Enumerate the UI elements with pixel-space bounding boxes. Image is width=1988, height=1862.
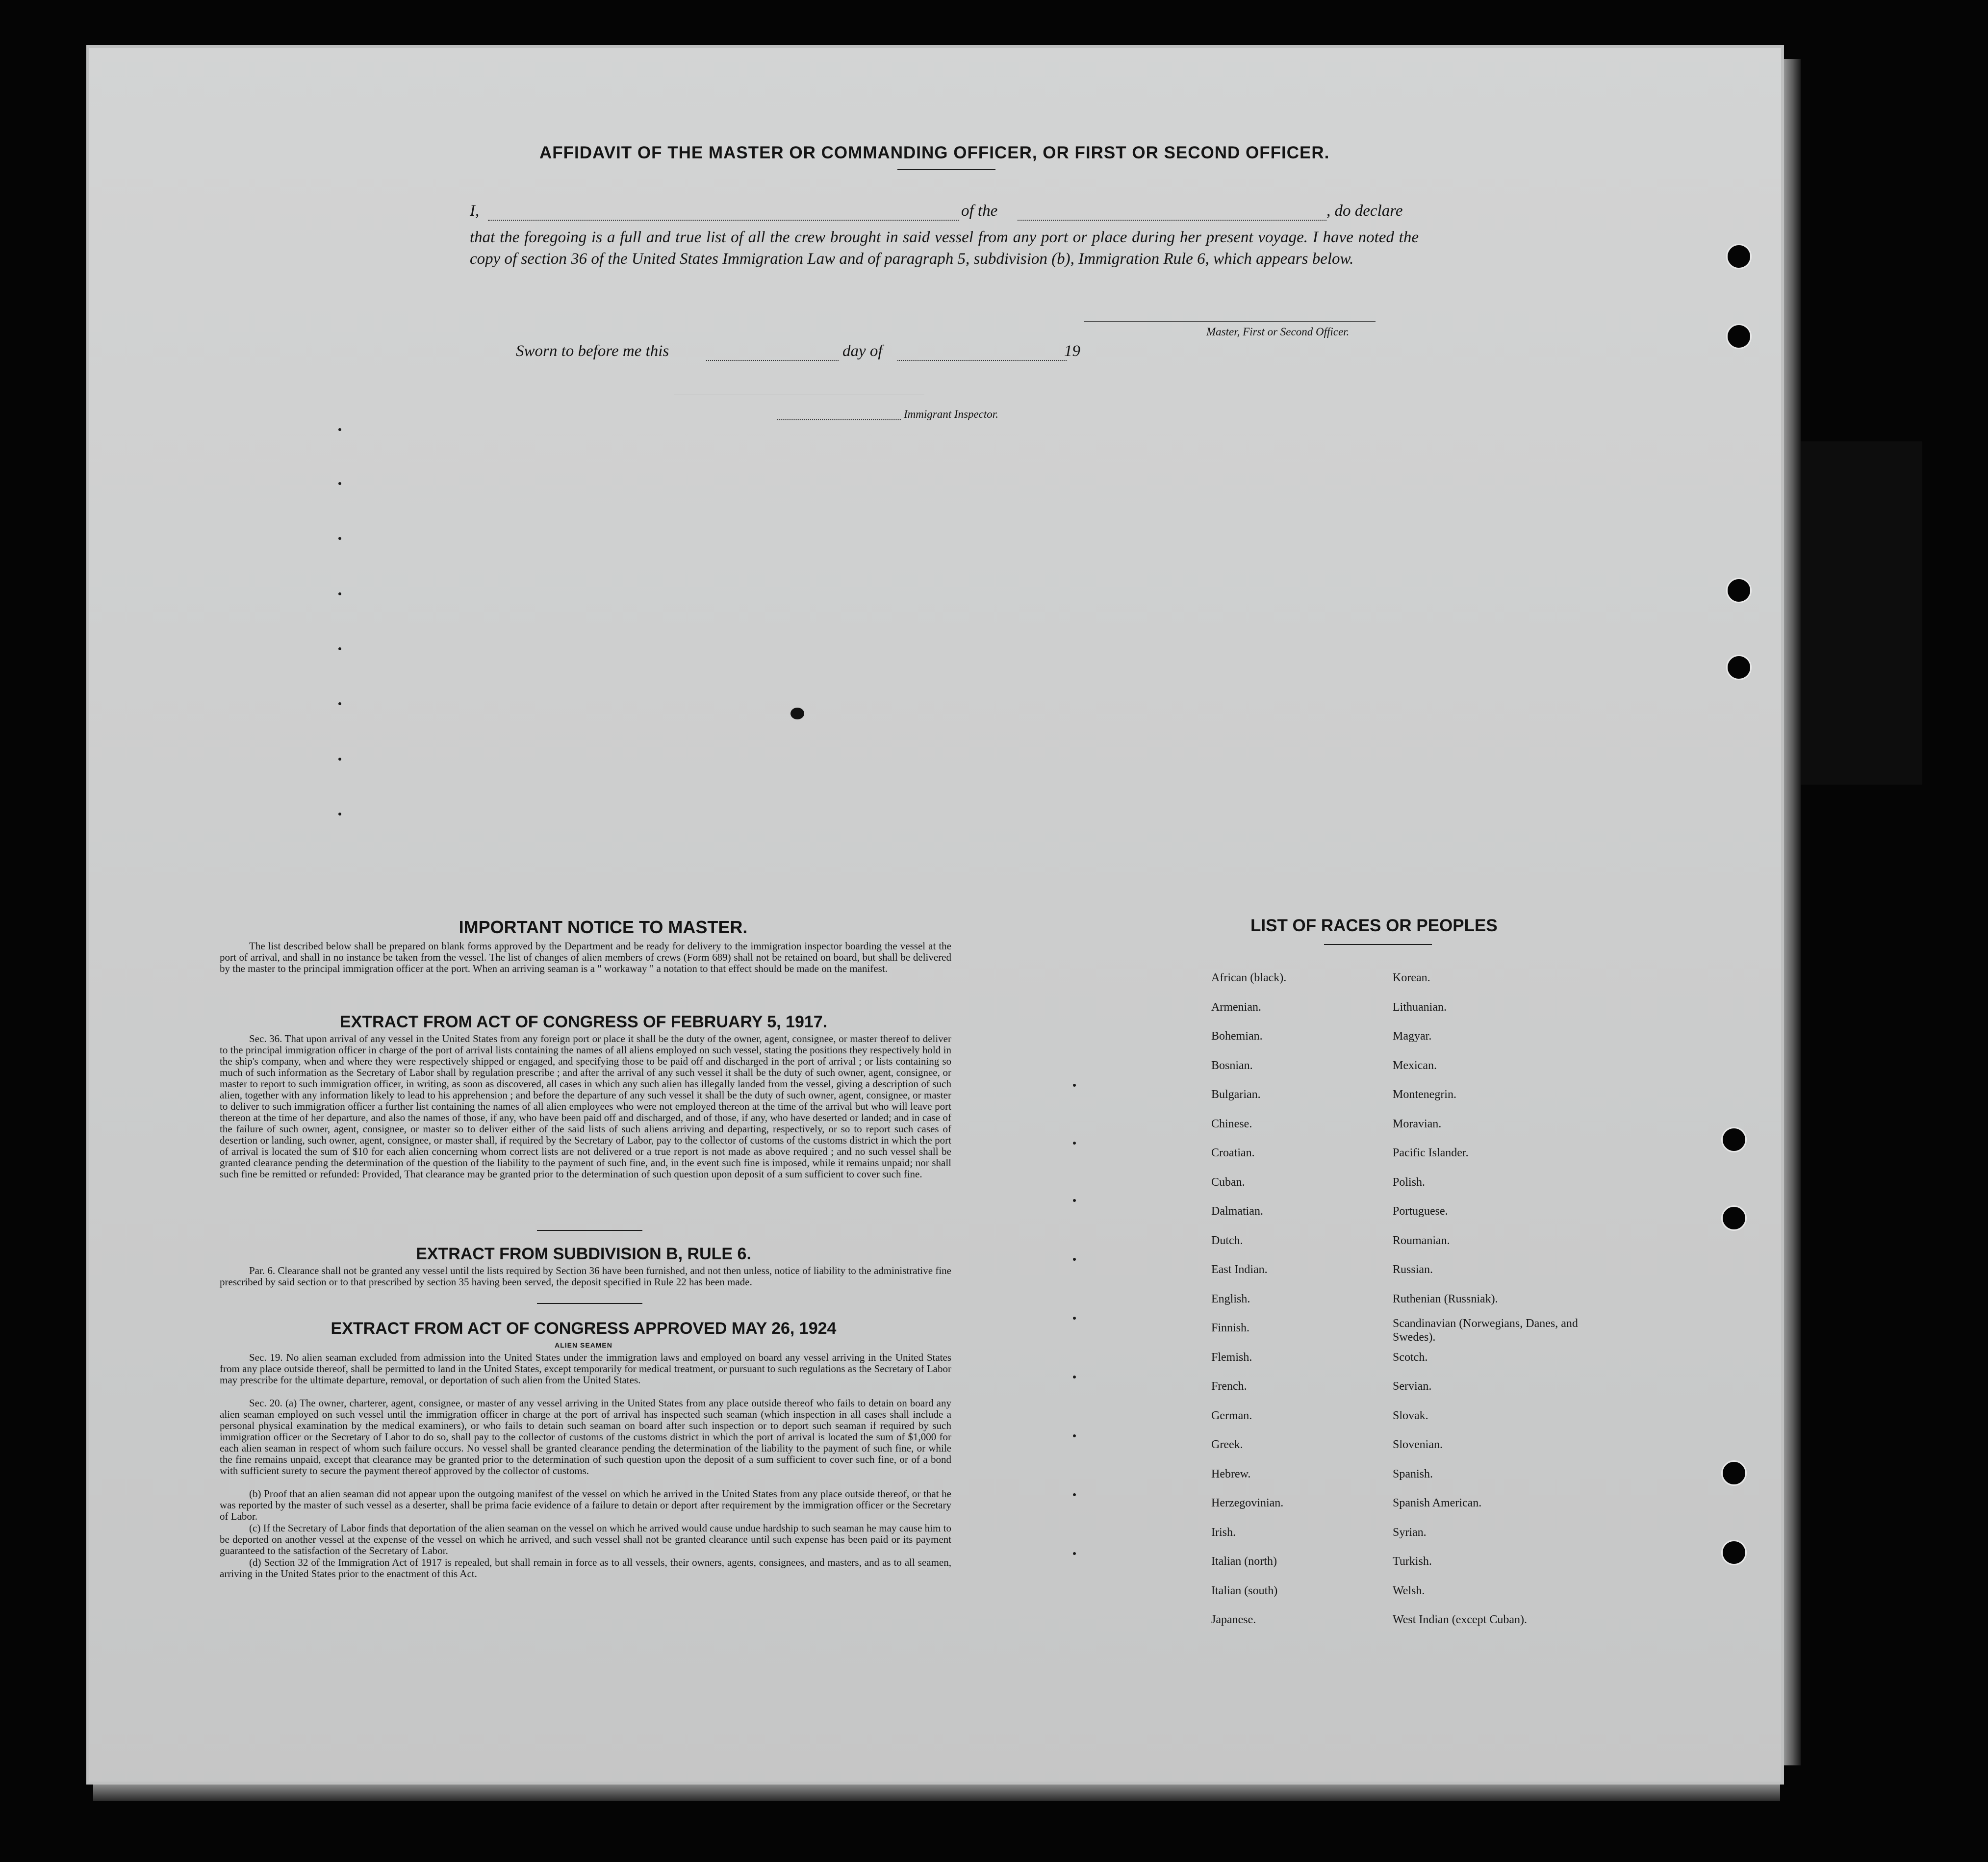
section-divider bbox=[537, 1230, 642, 1231]
race-item: English. bbox=[1211, 1292, 1250, 1305]
sworn-day-line bbox=[706, 360, 839, 361]
race-item: Syrian. bbox=[1393, 1526, 1427, 1539]
races-left-column bbox=[1211, 964, 1373, 1635]
race-item: Roumanian. bbox=[1393, 1234, 1450, 1247]
races-title: LIST OF RACES OR PEOPLES bbox=[1250, 916, 1498, 935]
extract-rule6-title: EXTRACT FROM SUBDIVISION B, RULE 6. bbox=[416, 1245, 751, 1263]
race-item: German. bbox=[1211, 1409, 1252, 1422]
extract-1924-sec20c: (c) If the Secretary of Labor finds that deportation of the alien seaman on the vessel on which he arrived would cause undue hardship to such seaman he may cause him to be deported on another vessel at the expense of the vessel on which he arrived, and such vessel shall not be granted clearance until such expense has been paid or its payment guaranteed to the satisfaction of the Secretary of Labor. bbox=[220, 1522, 951, 1556]
bleed-dot bbox=[338, 647, 341, 650]
extract-1924-subtitle: ALIEN SEAMEN bbox=[555, 1341, 612, 1349]
race-item: Scotch. bbox=[1393, 1351, 1428, 1364]
race-item: Croatian. bbox=[1211, 1147, 1255, 1159]
page-edge-right bbox=[1781, 59, 1801, 1765]
race-item: Italian (south) bbox=[1211, 1584, 1278, 1597]
sworn-label: Sworn to before me this bbox=[516, 342, 669, 360]
bleed-dot bbox=[1073, 1258, 1076, 1261]
vessel-fill-line bbox=[1018, 220, 1326, 221]
punch-hole bbox=[1726, 578, 1752, 603]
affidavit-i-label: I, bbox=[470, 202, 480, 220]
race-item: Portuguese. bbox=[1393, 1205, 1448, 1218]
affidavit-body: that the foregoing is a full and true list of all the crew brought in said vessel from any port or place during her present voyage. I have noted the copy of section 36 of the United States Immigration Law and of paragraph 5, subdivision (b), Immigration Rule 6, which appears below. bbox=[470, 229, 1419, 268]
signature-caption: Master, First or Second Officer. bbox=[1206, 326, 1350, 338]
section-divider bbox=[537, 1303, 642, 1304]
race-item: Japanese. bbox=[1211, 1613, 1256, 1626]
race-item: Bohemian. bbox=[1211, 1030, 1263, 1043]
extract-1917-body: Sec. 36. That upon arrival of any vessel in the United States from any foreign port or place it shall be the duty of the owner, agent, consignee, or master thereof to deliver to the principal immigration officer in charge of the port of arrival lists containing the names of all aliens employed on such vessel, stating the positions they respectively hold in the ship's company, when and where they were respectively shipped or engaged, and specifying those to be paid off and discharged in the port of arrival ; or lists containing so much of such information as the Secretary of Labor shall by regulation prescribe ; and after the arrival of any such vessel it shall be the duty of such owner, agent, consignee, or master to report to such immigration officer, in writing, as soon as discovered, all cases in which any such alien has illegally landed from the vessel, giving a description of such alien, together with any information likely to lead to his apprehension ; and before the departure of any such vessel it shall be the duty of such owner, agent, consignee, or master to deliver to such immigration officer a further list containing the names of all alien employees who were not employed thereon at the time of the arrival but who will leave port thereon at the time of her departure, and also the names of those, if any, who have been paid off and discharged, and of those, if any, who have deserted or landed; and in case of the failure of such owner, agent, consignee, or master so to deliver either of the said lists of such aliens arriving and departing, respectively, or so to report such cases of desertion or landing, such owner, agent, consignee, or master shall, if required by the Secretary of Labor, pay to the collector of customs of the customs district in which the port of arrival is located the sum of $10 for each alien concerning whom correct lists are not delivered or a true report is not made as above required ; and no such vessel shall be granted clearance pending the determination of the question of the liability to the payment of such fine, and, in the event such fine is imposed, while it remains unpaid; nor shall such fine be remitted or refunded: Provided, That clearance may be granted prior to the determination of such question upon deposit of a sum sufficient to cover such fine. bbox=[220, 1033, 951, 1180]
notice-title: IMPORTANT NOTICE TO MASTER. bbox=[459, 917, 748, 937]
race-item: Dalmatian. bbox=[1211, 1205, 1263, 1218]
race-item: Montenegrin. bbox=[1393, 1088, 1456, 1101]
race-item: East Indian. bbox=[1211, 1263, 1268, 1276]
race-item: Korean. bbox=[1393, 971, 1430, 984]
race-item: Armenian. bbox=[1211, 1000, 1261, 1014]
race-item: Magyar. bbox=[1393, 1030, 1432, 1043]
race-item: Slovenian. bbox=[1393, 1438, 1443, 1451]
race-item: Mexican. bbox=[1393, 1059, 1437, 1072]
extract-rule6-body: Par. 6. Clearance shall not be granted any vessel until the lists required by Section 36 have been furnished, and not then unless, notice of liability to the administrative fine prescribed by said section or to that prescribed by section 35 having been served, the deposit specified in Rule 22 has been made. bbox=[220, 1265, 951, 1288]
race-item: Scandinavian (Norwegians, Danes, and Swedes). bbox=[1393, 1317, 1578, 1344]
inspector-caption: Immigrant Inspector. bbox=[904, 408, 998, 420]
race-item: Pacific Islander. bbox=[1393, 1147, 1469, 1159]
race-item: Finnish. bbox=[1211, 1322, 1250, 1334]
race-item: Hebrew. bbox=[1211, 1467, 1251, 1480]
bleed-dot bbox=[1073, 1434, 1076, 1437]
bleed-dot bbox=[1073, 1552, 1076, 1555]
race-item: Lithuanian. bbox=[1393, 1000, 1447, 1014]
day-of-label: day of bbox=[842, 342, 883, 360]
bleed-dot bbox=[1073, 1317, 1076, 1320]
race-item: Italian (north) bbox=[1211, 1555, 1277, 1568]
extract-1924-sec20d: (d) Section 32 of the Immigration Act of 1917 is repealed, but shall remain in force as to all vessels, their owners, agents, consignees, and masters, and as to all seamen, arriving in the United States prior to the enactment of this Act. bbox=[220, 1556, 951, 1580]
race-item: Herzegovinian. bbox=[1211, 1497, 1284, 1509]
race-item: Welsh. bbox=[1393, 1584, 1425, 1597]
race-item: Moravian. bbox=[1393, 1117, 1442, 1130]
signature-line bbox=[1084, 321, 1376, 322]
race-item: Greek. bbox=[1211, 1438, 1243, 1451]
races-title-underline bbox=[1324, 944, 1432, 945]
bleed-dot bbox=[1073, 1142, 1076, 1145]
race-item: West Indian (except Cuban). bbox=[1393, 1613, 1527, 1626]
race-item: Ruthenian (Russniak). bbox=[1393, 1292, 1498, 1305]
notice-body: The list described below shall be prepared on blank forms approved by the Department and be ready for delivery to the immigration inspector boarding the vessel at the port of arrival, and shall in no instance be taken from the vessel. The list of changes of alien members of crews (Form 689) shall not be retained on board, but shall be delivered by the master to the principal immigration officer at the port. When an arriving seaman is a " workaway " a notation to that effect should be made on the manifest. bbox=[220, 940, 951, 974]
affidavit-do-declare-label: , do declare bbox=[1326, 202, 1403, 220]
extract-1924-title: EXTRACT FROM ACT OF CONGRESS APPROVED MAY 26, 1924 bbox=[331, 1319, 837, 1338]
bleed-dot bbox=[338, 758, 341, 761]
race-item: Turkish. bbox=[1393, 1555, 1432, 1568]
bleed-dot bbox=[338, 592, 341, 595]
bleed-dot bbox=[338, 813, 341, 816]
race-item: African (black). bbox=[1211, 971, 1287, 984]
race-item: Spanish American. bbox=[1393, 1497, 1482, 1509]
affidavit-title: AFFIDAVIT OF THE MASTER OR COMMANDING OFFICER, OR FIRST OR SECOND OFFICER. bbox=[539, 143, 1330, 162]
race-item: Bosnian. bbox=[1211, 1059, 1253, 1072]
race-item: Slovak. bbox=[1393, 1409, 1428, 1422]
bleed-dot bbox=[338, 537, 341, 540]
race-item: Dutch. bbox=[1211, 1234, 1243, 1247]
punch-hole bbox=[1726, 324, 1752, 349]
punch-hole bbox=[1721, 1460, 1747, 1486]
bleed-dot bbox=[1073, 1493, 1076, 1496]
race-item: Spanish. bbox=[1393, 1467, 1433, 1480]
inspector-dotted-line bbox=[777, 419, 901, 420]
punch-hole bbox=[1721, 1540, 1747, 1565]
punch-hole bbox=[1721, 1127, 1747, 1152]
race-item: Bulgarian. bbox=[1211, 1088, 1261, 1101]
name-fill-line bbox=[488, 220, 959, 221]
bleed-dot bbox=[1073, 1199, 1076, 1202]
race-item: Polish. bbox=[1393, 1175, 1426, 1189]
race-item: Irish. bbox=[1211, 1526, 1236, 1539]
sworn-month-line bbox=[897, 360, 1067, 361]
extract-1924-sec20b: (b) Proof that an alien seaman did not appear upon the outgoing manifest of the vessel on which he arrived in the United States from any place outside thereof, or that he was reported by the master of such vessel as a deserter, shall be prima facie evidence of a failure to detain or deport after requirement by the immigration officer or the Secretary of Labor. bbox=[220, 1488, 951, 1522]
bleed-dot bbox=[1073, 1376, 1076, 1378]
punch-hole bbox=[1721, 1205, 1747, 1231]
race-item: French. bbox=[1211, 1380, 1247, 1393]
race-item: Servian. bbox=[1393, 1380, 1432, 1393]
race-item: Cuban. bbox=[1211, 1175, 1245, 1189]
affidavit-of-the-label: of the bbox=[961, 202, 998, 220]
bleed-dot bbox=[338, 702, 341, 705]
bleed-dot bbox=[338, 482, 341, 485]
ink-blot bbox=[790, 708, 804, 719]
races-right-column bbox=[1393, 964, 1599, 1635]
binding-flap bbox=[1795, 441, 1922, 785]
race-item: Chinese. bbox=[1211, 1117, 1252, 1130]
title-underline bbox=[897, 169, 995, 170]
page-edge-bottom bbox=[93, 1782, 1780, 1801]
year-prefix: 19 bbox=[1064, 342, 1080, 360]
punch-hole bbox=[1726, 655, 1752, 680]
punch-hole bbox=[1726, 244, 1752, 269]
extract-1917-title: EXTRACT FROM ACT OF CONGRESS OF FEBRUARY 5, 1917. bbox=[339, 1013, 828, 1031]
race-item: Russian. bbox=[1393, 1263, 1433, 1276]
race-item: Flemish. bbox=[1211, 1351, 1252, 1364]
bleed-dot bbox=[338, 428, 341, 431]
extract-1924-sec19: Sec. 19. No alien seaman excluded from admission into the United States under the immigration laws and employed on board any vessel arriving in the United States from any place outside thereof, shall be permitted to land in the United States, except temporarily for medical treatment, or pursuant to such regulations as the Secretary of Labor may prescribe for the ultimate departure, removal, or deportation of such alien from the United States. bbox=[220, 1352, 951, 1386]
bleed-dot bbox=[1073, 1084, 1076, 1087]
extract-1924-sec20a: Sec. 20. (a) The owner, charterer, agent, consignee, or master of any vessel arriving in the United States from any place outside thereof who fails to detain on board any alien seaman employed on such vessel until the immigration officer in charge at the port of arrival has inspected such seaman (which inspection in all cases shall include a personal physical examination by the medical examiners), or who fails to detain such seaman on board after such inspection or to deport such seaman if required by such immigration officer or the Secretary of Labor to do so, shall pay to the collector of customs of the customs district in which the port of arrival is located the sum of $1,000 for each alien seaman in respect of whom such failure occurs. No vessel shall be granted clearance pending the determination of the liability to the payment of such fine, or while the fine remains unpaid, except that clearance may be granted prior to the determination of such question upon the deposit of a sum sufficient to cover such fine, or of a bond with sufficient surety to secure the payment thereof approved by the collector of customs. bbox=[220, 1397, 951, 1477]
